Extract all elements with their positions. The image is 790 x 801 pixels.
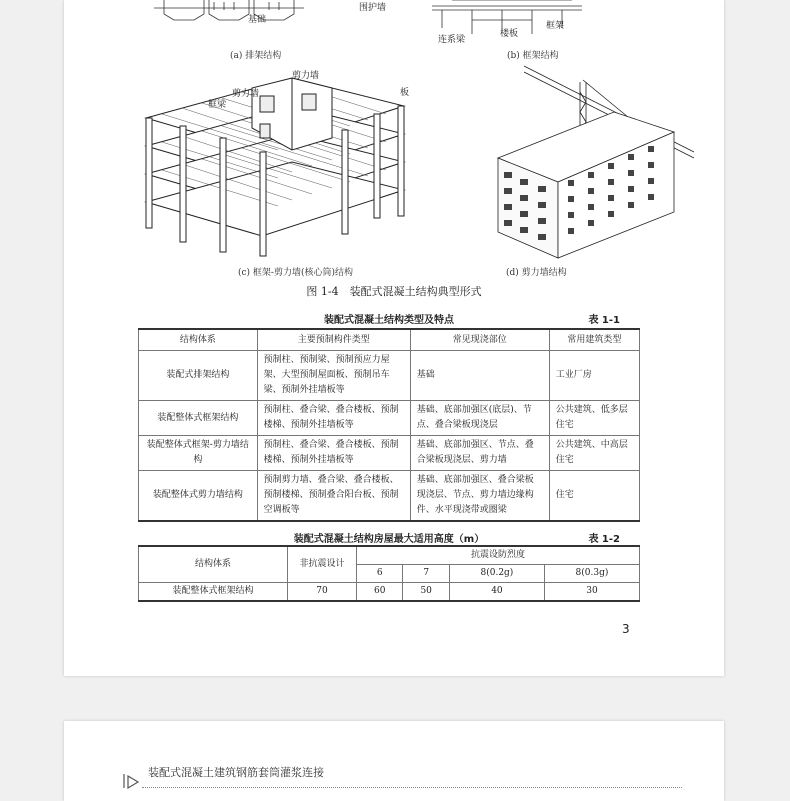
table-cell: 装配式排架结构 [139, 351, 258, 401]
table-cell: 装配整体式剪力墙结构 [139, 471, 258, 522]
label-tie-beam: 连系梁 [438, 35, 466, 45]
table-cell: 70 [288, 583, 357, 602]
table-cell: 公共建筑、低多层住宅 [549, 401, 639, 436]
table-cell: 60 [357, 583, 403, 602]
table-cell: 30 [544, 583, 639, 602]
table-cell: 公共建筑、中高层住宅 [549, 436, 639, 471]
table1-number: 表 1-1 [588, 315, 620, 326]
table-cell: 装配整体式框架结构 [139, 583, 288, 602]
table2-header-cell: 8(0.2g) [449, 565, 544, 583]
table1-title: 装配式混凝土结构类型及特点 [324, 315, 454, 326]
table-cell: 装配整体式框架-剪力墙结构 [139, 436, 258, 471]
table-cell: 装配整体式框架结构 [139, 401, 258, 436]
label-slab: 板 [400, 88, 410, 98]
page-number: 3 [622, 622, 630, 636]
table2-header-cell: 7 [403, 565, 449, 583]
table-row [139, 436, 640, 471]
table-row [139, 583, 640, 602]
figure-title: 图 1-4 装配式混凝土结构典型形式 [306, 285, 482, 298]
figure-b-caption: (b) 框架结构 [507, 51, 559, 61]
table2-number: 表 1-2 [588, 534, 620, 545]
table2-header-row [139, 546, 640, 565]
table1-header-row [139, 329, 640, 351]
table-cell: 预制柱、预制梁、预制预应力屋架、大型预制屋面板、预制吊车梁、预制外挂墙板等 [257, 351, 410, 401]
table2-header-cell: 结构体系 [139, 546, 288, 583]
table-cell: 40 [449, 583, 544, 602]
table1 [138, 328, 640, 522]
figure-c-caption: (c) 框架-剪力墙(核心筒)结构 [238, 268, 353, 278]
table1-header-cell: 常用建筑类型 [549, 329, 639, 351]
label-floor-slab: 楼板 [500, 29, 519, 39]
label-shear-wall: 剪力墙 [232, 89, 260, 99]
table2-header-cell: 8(0.3g) [544, 565, 639, 583]
label-shear-wall-top: 剪力墙 [292, 71, 320, 81]
figure-d-shear-wall-building [494, 62, 698, 262]
table1-header-cell: 主要预制构件类型 [257, 329, 410, 351]
label-frame: 框架 [546, 21, 565, 31]
table2-header-cell: 非抗震设计 [288, 546, 357, 583]
document-page [64, 0, 724, 676]
table-cell: 基础、底部加强区(底层)、节点、叠合梁板现浇层 [410, 401, 549, 436]
figure-c-frame-shear-wall [142, 68, 412, 258]
table2-title: 装配式混凝土结构房屋最大适用高度（m） [293, 534, 485, 545]
label-foundation: 基础 [248, 15, 267, 25]
figure-a-caption: (a) 排架结构 [230, 51, 282, 61]
table-cell: 基础、底部加强区、节点、叠合梁板现浇层、剪力墙 [410, 436, 549, 471]
running-header: 装配式混凝土建筑钢筋套筒灌浆连接 [148, 766, 324, 779]
table-cell: 基础、底部加强区、叠合梁板现浇层、节点、剪力墙边缘构件、水平现浇带或圈梁 [410, 471, 549, 522]
table2-header-cell: 6 [357, 565, 403, 583]
table-cell: 预制柱、叠合梁、叠合楼板、预制楼梯、预制外挂墙板等 [257, 401, 410, 436]
label-frame-beam: 框梁 [208, 100, 227, 110]
figure-d-caption: (d) 剪力墙结构 [506, 268, 567, 278]
header-divider [142, 787, 682, 788]
next-page [64, 721, 724, 801]
label-enclosure-wall: 围护墙 [359, 3, 387, 13]
table-cell: 预制柱、叠合梁、叠合楼板、预制楼梯、预制外挂墙板等 [257, 436, 410, 471]
table-cell: 50 [403, 583, 449, 602]
table1-header-cell: 结构体系 [139, 329, 258, 351]
table-cell: 预制剪力墙、叠合梁、叠合楼板、预制楼梯、预制叠合阳台板、预制空调板等 [257, 471, 410, 522]
table-cell: 住宅 [549, 471, 639, 522]
table-row [139, 351, 640, 401]
table1-header-cell: 常见现浇部位 [410, 329, 549, 351]
header-mark-icon [122, 772, 142, 794]
table2-header-cell: 抗震设防烈度 [357, 546, 640, 565]
table-cell: 基础 [410, 351, 549, 401]
table-row [139, 471, 640, 522]
table-cell: 工业厂房 [549, 351, 639, 401]
table2 [138, 545, 640, 602]
figure-a-bent-frame [154, 0, 324, 30]
table-row [139, 401, 640, 436]
